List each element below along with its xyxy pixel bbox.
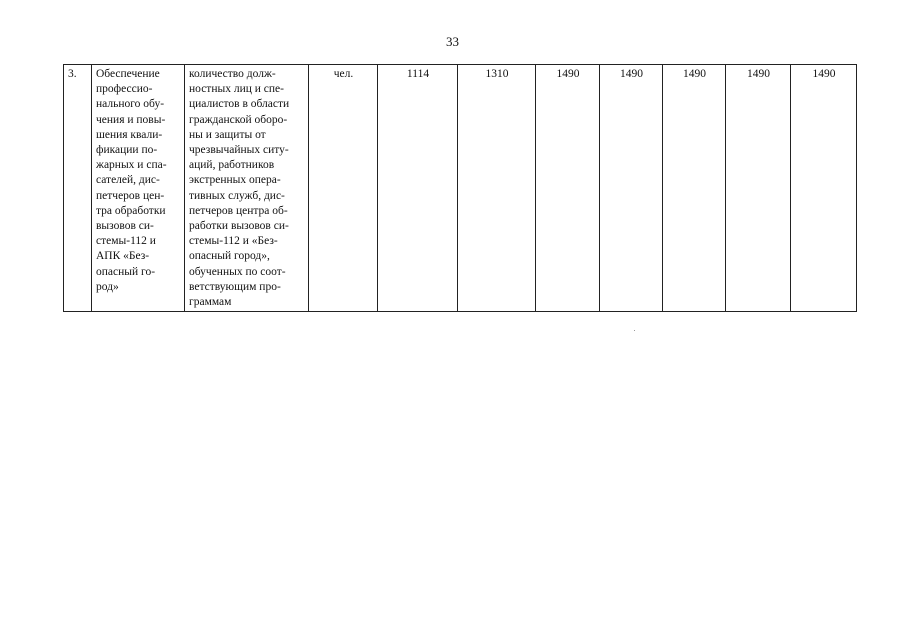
value-cell: 1114	[378, 65, 458, 312]
measure-name-cell: Обеспечение профессио- нального обу- чения и повы- шения квали- фикации по- жарных и спа- сателей, дис- петчеров цен- тра обработки вызовов си- стемы-112 и АПК «Без- опасный го- род»	[92, 65, 185, 312]
value-cell: 1490	[536, 65, 600, 312]
value-cell: 1490	[663, 65, 726, 312]
value-cell: 1490	[791, 65, 857, 312]
value-cell: 1490	[726, 65, 791, 312]
data-table	[63, 64, 857, 312]
table-row	[64, 65, 857, 312]
row-number-cell: 3.	[64, 65, 92, 312]
unit-cell: чел.	[309, 65, 378, 312]
page-number: 33	[446, 34, 459, 49]
value-cell: 1490	[600, 65, 663, 312]
scan-speck	[634, 330, 635, 331]
value-cell: 1310	[458, 65, 536, 312]
indicator-cell: количество долж- ностных лиц и спе- циалистов в области гражданской оборо- ны и защиты от чрезвычайных ситу- аций, работников экстренных опера- тивных служб, дис- петчеров центра об- работки вызовов си- стемы-112 и «Без- опасный город», обученных по соот- ветствующим про- граммам	[185, 65, 309, 312]
